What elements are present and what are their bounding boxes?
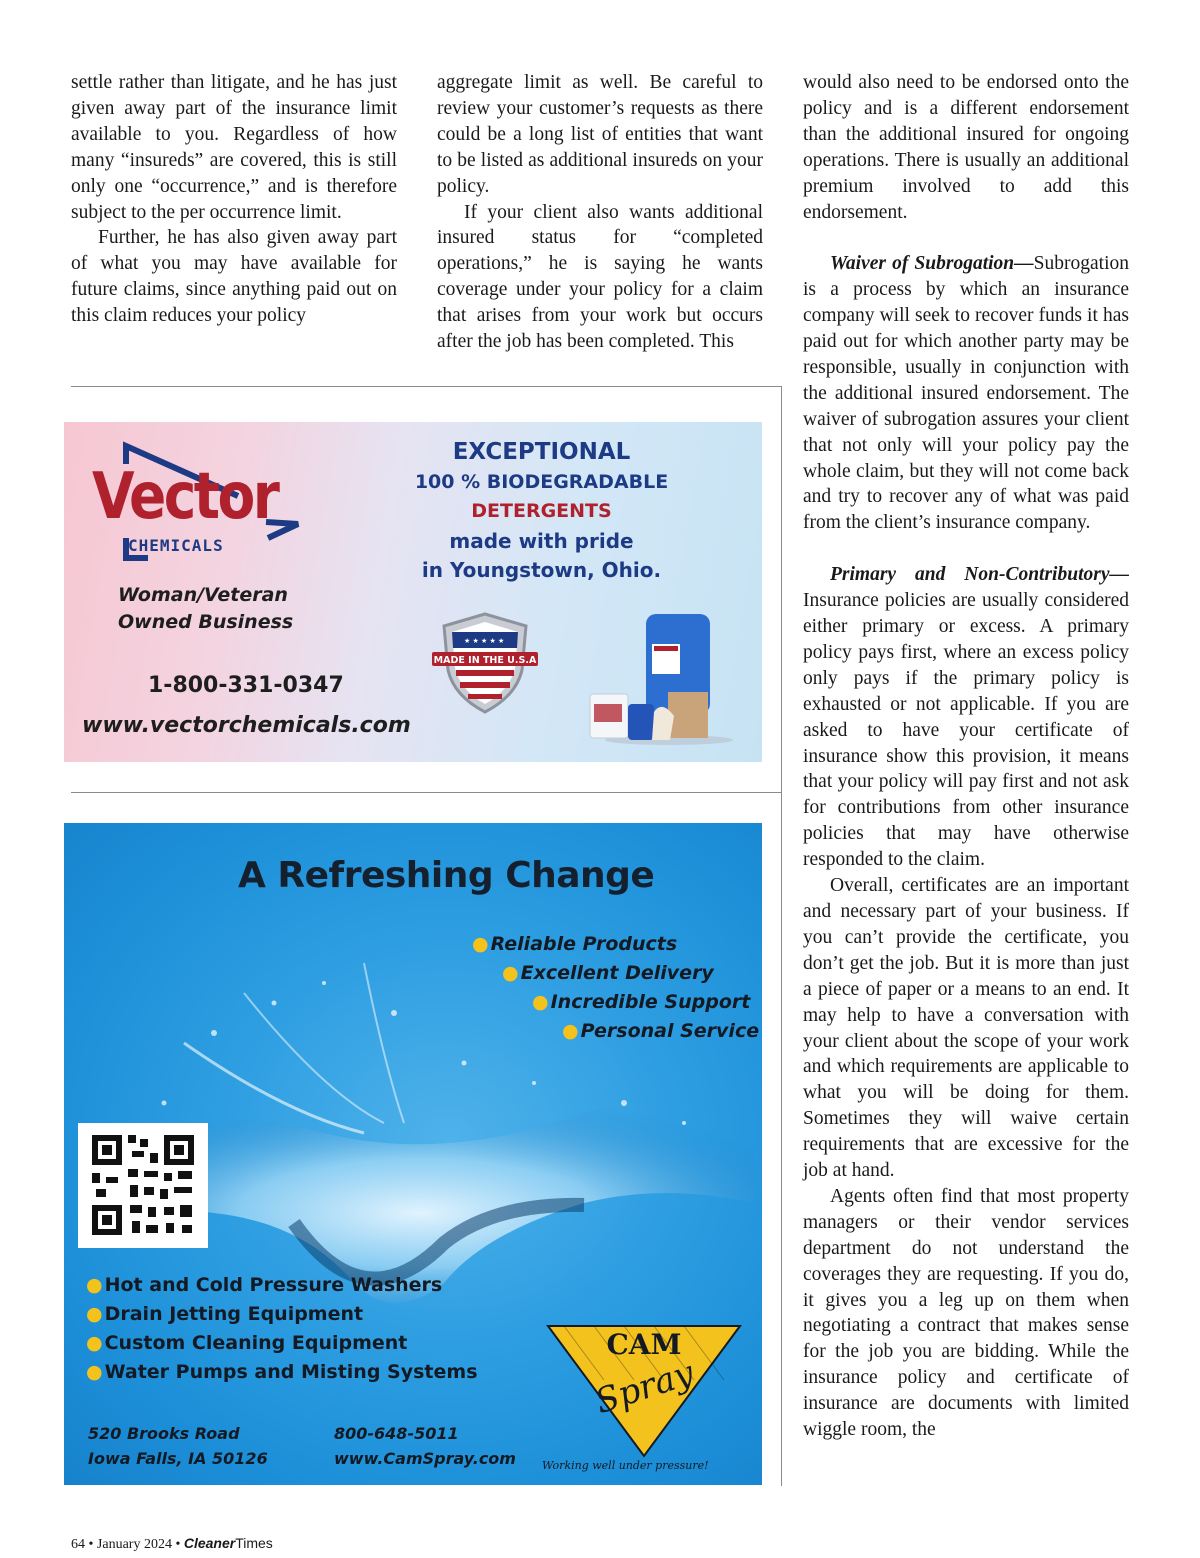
headline-line: EXCEPTIONAL [452,439,631,465]
product-item [86,1271,478,1300]
bullet-icon: ● [86,1274,103,1296]
product-item [86,1300,478,1329]
product-label: Water Pumps and Misting Systems [104,1361,478,1383]
publication-name-b: Times [235,1535,273,1551]
feature-label: Incredible Support [550,991,751,1013]
divider-rule [71,792,782,793]
bullet-icon: ● [86,1303,103,1325]
cam-tagline: Working well under pressure! [542,1459,709,1472]
cam-phone[interactable]: 800-648-5011 [334,1424,459,1443]
page-number: 64 [71,1537,85,1552]
logo-spray-text: Spray [590,1352,699,1423]
vector-headline [399,438,684,586]
publication-name-a: Cleaner [183,1535,236,1551]
page-footer [71,1535,273,1553]
bullet-icon: ● [472,933,489,955]
feature-item [562,1020,759,1042]
product-label: Custom Cleaning Equipment [104,1332,408,1354]
address-line: 520 Brooks Road [88,1424,240,1443]
divider-rule [71,386,782,387]
headline-line: made with pride [449,528,634,553]
logo-cam-text: CAM [606,1328,682,1361]
vector-brand: Vector [92,460,278,534]
product-label: Drain Jetting Equipment [104,1303,364,1325]
feature-label: Personal Service [580,1020,760,1042]
subhead-waiver: Waiver of Subrogation— [830,253,1034,275]
product-item [86,1358,478,1387]
paragraph [803,562,1129,873]
cam-spray-logo-icon [544,1320,744,1460]
product-label: Hot and Cold Pressure Washers [104,1274,443,1296]
address-line: Iowa Falls, IA 50126 [88,1449,268,1468]
feature-label: Excellent Delivery [520,962,714,984]
divider-rule [781,386,782,1486]
footer-separator: • [88,1537,94,1552]
paragraph: Agents often find that most property managers or their vendor services department do not understand the coverages they are requesting. If you do, it gives you a leg up on them when negotiating a contract that makes sense for the job you are bidding. While the insurance policy and certificate of insurance are documents with limited wiggle room, the [803,1185,1129,1441]
feature-label: Reliable Products [490,933,678,955]
cam-contact [334,1421,516,1471]
footer-separator: • [175,1537,181,1552]
vector-owned [118,582,293,636]
subhead-primary: Primary and Non-Contributory— [830,564,1129,586]
headline-line: in Youngstown, Ohio. [421,558,662,582]
feature-item [502,962,714,984]
paragraph-text: Insurance policies are usually considered either primary or excess. A primary policy pays first, where an excess policy only pays if the primary policy is exhausted or not applicable. If you are asked to have your certificate of insurance show this provision, it means that your policy will pay first and not ask for contributions from other insurance policies that may have otherwise responded to the claim. [803,590,1129,871]
vector-website[interactable]: www.vectorchemicals.com [82,713,411,738]
product-containers-icon [584,606,734,746]
usa-badge-text: MADE IN THE U.S.A [433,655,537,666]
paragraph [803,251,1129,536]
feature-item [472,933,677,955]
paragraph: Further, he has also given away part of what you may have available for future claims, since anything paid out on this claim reduces your policy [71,227,397,327]
vector-chemicals-ad[interactable] [64,422,762,762]
paragraph: settle rather than litigate, and he has just given away part of the insurance limit available to you. Regardless of how many “insureds” are covered, this is still only one “occurrence,” and is therefore subject to the per occurrence limit. [71,72,397,223]
bullet-icon: ● [562,1020,579,1042]
bullet-icon: ● [532,991,549,1013]
paragraph: aggregate limit as well. Be careful to review your customer’s requests as there could be a long list of entities that want to be listed as additional insureds on your policy. [437,72,763,197]
qr-code-icon[interactable] [78,1123,208,1248]
headline-line: DETERGENTS [471,500,612,522]
article-column-3 [803,70,1129,1443]
paragraph-text: Subrogation is a process by which an insurance company will seek to recover funds it has paid out for which another party may be responsible, usually in conjunction with the additional insured endorsement. The waiver of subrogation assures your client that not only will your policy pay the whole claim, but they will not come back and try to recover any of what was paid from the client’s insurance company. [803,253,1129,534]
bullet-icon: ● [86,1332,103,1354]
article-column-1 [71,70,397,329]
svg-text:★ ★ ★ ★ ★: ★ ★ ★ ★ ★ [464,637,505,645]
owned-line: Woman/Veteran [118,584,288,606]
cam-title: A Refreshing Change [238,855,655,896]
bullet-icon: ● [502,962,519,984]
paragraph: would also need to be endorsed onto the policy and is a different endorsement than the additional insured for ongoing operations. There is usually an additional premium involved to add this endorsement. [803,72,1129,223]
vector-phone[interactable]: 1-800-331-0347 [148,673,344,698]
issue-date: January 2024 [96,1537,172,1552]
cam-product-list [86,1271,478,1387]
feature-item [532,991,750,1013]
vector-brand-sub: CHEMICALS [128,536,224,555]
product-item [86,1329,478,1358]
article-column-2 [437,70,763,355]
bullet-icon: ● [86,1361,103,1383]
headline-line: 100 % BIODEGRADABLE [414,470,669,493]
owned-line: Owned Business [118,611,294,633]
cam-address [88,1421,268,1471]
made-in-usa-shield-icon [430,608,540,718]
cam-spray-ad[interactable] [64,823,762,1485]
paragraph: Overall, certificates are an important and necessary part of your business. If you can’t provide the certificate, you don’t get the job. But it is more than just a piece of paper or a means to an end. It may help to have a conversation with your client about the scope of your work and which requirements are applicable to what you will be doing for them. Sometimes they will waive certain requirements that are excessive for the job at hand. [803,875,1129,1182]
cam-website[interactable]: www.CamSpray.com [334,1449,516,1468]
paragraph: If your client also wants additional insured status for “completed operations,” he is saying he wants coverage under your policy for a claim that arises from your work but occurs after the job has been completed. This [437,201,763,353]
